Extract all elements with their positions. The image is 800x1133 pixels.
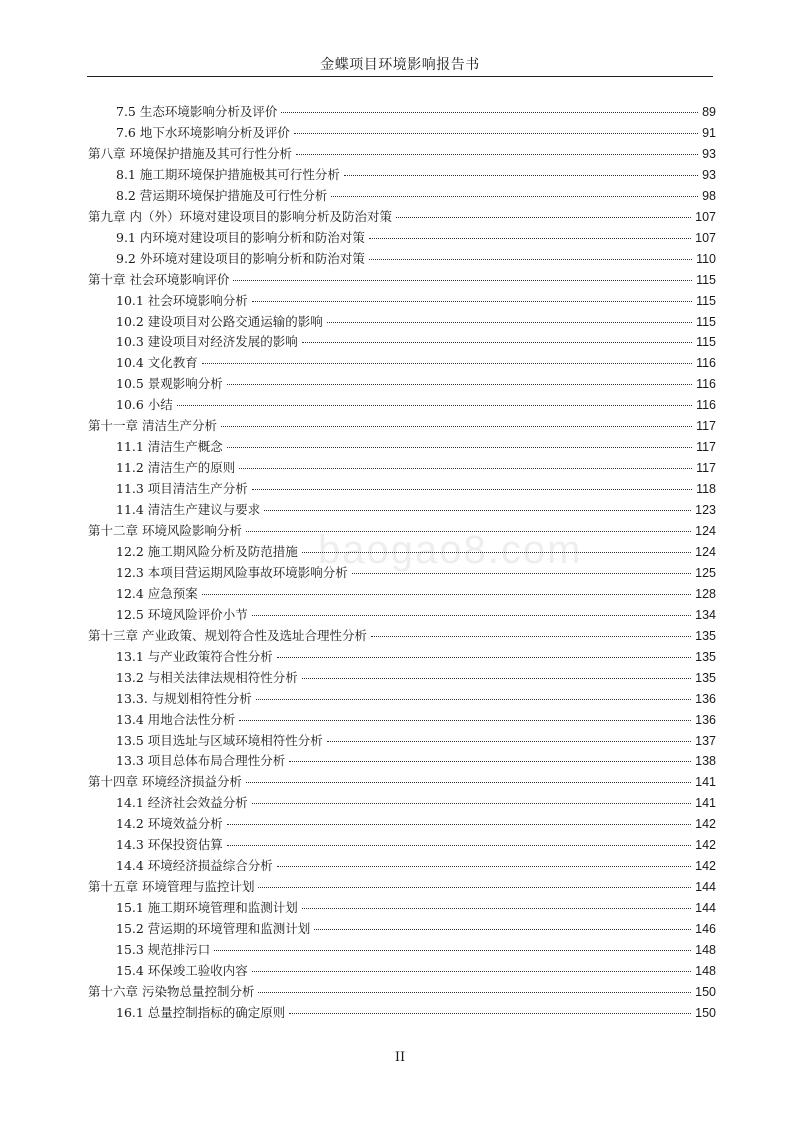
toc-entry-page-number: 89 — [702, 105, 716, 119]
toc-entry-label: 16.1 总量控制指标的确定原则 — [116, 1004, 286, 1020]
toc-entry-label: 第十五章 环境管理与监控计划 — [88, 879, 255, 895]
toc-entry-page-number: 117 — [696, 440, 716, 455]
toc-dot-leader — [202, 363, 692, 364]
toc-entry-page-number: 148 — [695, 963, 716, 978]
toc-entry-page-number: 98 — [702, 188, 716, 203]
toc-section-entry[interactable] — [116, 584, 716, 604]
toc-dot-leader — [177, 405, 692, 406]
toc-section-entry[interactable] — [116, 332, 716, 352]
toc-chapter-entry[interactable] — [88, 144, 716, 164]
toc-dot-leader — [233, 280, 692, 281]
toc-entry-page-number: 115 — [696, 293, 716, 308]
toc-entry-page-number: 142 — [695, 859, 716, 874]
toc-entry-page-number: 135 — [695, 649, 716, 664]
toc-section-entry[interactable] — [116, 898, 716, 918]
toc-entry-page-number: 118 — [696, 482, 716, 497]
toc-dot-leader — [277, 866, 691, 867]
toc-entry-label: 10.1 社会环境影响分析 — [116, 292, 248, 308]
toc-entry-page-number: 124 — [695, 524, 716, 538]
toc-entry-page-number: 125 — [695, 565, 716, 580]
toc-entry-label: 15.2 营运期的环境管理和监测计划 — [116, 921, 311, 937]
toc-entry-label: 13.1 与产业政策符合性分析 — [116, 648, 273, 664]
toc-section-entry[interactable] — [116, 228, 716, 248]
toc-section-entry[interactable] — [116, 186, 716, 206]
toc-dot-leader — [327, 322, 692, 323]
toc-dot-leader — [227, 845, 691, 846]
toc-entry-label: 第十三章 产业政策、规划符合性及选址合理性分析 — [88, 627, 367, 643]
toc-dot-leader — [331, 196, 698, 197]
toc-entry-label: 第十二章 环境风险影响分析 — [88, 523, 242, 538]
toc-dot-leader — [281, 112, 698, 113]
toc-entry-page-number: 128 — [695, 586, 716, 601]
toc-section-entry[interactable] — [116, 835, 716, 855]
toc-entry-label: 7.6 地下水环境影响分析及评价 — [116, 124, 290, 140]
toc-entry-label: 第十四章 环境经济损益分析 — [88, 774, 242, 790]
toc-entry-label: 12.2 施工期风险分析及防范措施 — [116, 543, 298, 559]
toc-dot-leader — [239, 720, 691, 721]
toc-dot-leader — [258, 992, 691, 993]
toc-section-entry[interactable] — [116, 710, 716, 730]
toc-entry-label: 15.3 规范排污口 — [116, 942, 211, 957]
toc-dot-leader — [294, 133, 698, 134]
toc-dot-leader — [302, 908, 691, 909]
toc-dot-leader — [369, 238, 691, 239]
toc-section-entry[interactable] — [116, 814, 716, 834]
toc-dot-leader — [252, 489, 692, 490]
toc-entry-page-number: 93 — [702, 146, 716, 161]
toc-entry-page-number: 107 — [695, 209, 716, 224]
toc-entry-label: 13.5 项目选址与区域环境相符性分析 — [116, 732, 323, 748]
toc-section-entry[interactable] — [116, 961, 716, 981]
toc-entry-label: 15.1 施工期环境管理和监测计划 — [116, 900, 298, 916]
toc-entry-label: 第十章 社会环境影响评价 — [88, 271, 230, 287]
toc-entry-page-number: 115 — [696, 335, 716, 350]
toc-entry-label: 12.5 环境风险评价小节 — [116, 606, 248, 622]
toc-entry-label: 9.1 内环境对建设项目的影响分析和防治对策 — [116, 229, 365, 245]
toc-entry-page-number: 134 — [695, 607, 716, 622]
toc-entry-label: 第十一章 清洁生产分析 — [88, 418, 217, 434]
toc-entry-page-number: 142 — [695, 817, 716, 832]
toc-entry-label: 第十六章 污染物总量控制分析 — [88, 983, 255, 999]
toc-dot-leader — [239, 468, 692, 469]
toc-entry-label: 10.6 小结 — [116, 397, 173, 413]
toc-section-entry[interactable] — [116, 605, 716, 625]
toc-entry-page-number: 137 — [695, 733, 716, 748]
toc-section-entry[interactable] — [116, 374, 716, 394]
toc-section-entry[interactable] — [116, 479, 716, 499]
toc-section-entry[interactable] — [116, 395, 716, 415]
toc-entry-page-number: 142 — [695, 838, 716, 853]
toc-entry-label: 8.1 施工期环境保护措施极其可行性分析 — [116, 166, 340, 182]
watermark: baogao8.com — [318, 528, 583, 572]
toc-dot-leader — [314, 929, 691, 930]
toc-section-entry[interactable] — [116, 731, 716, 751]
toc-entry-label: 13.4 用地合法性分析 — [116, 711, 236, 727]
toc-entry-page-number: 117 — [696, 461, 716, 476]
toc-dot-leader — [302, 678, 691, 679]
toc-entry-label: 14.1 经济社会效益分析 — [116, 795, 248, 811]
toc-dot-leader — [369, 259, 692, 260]
toc-dot-leader — [277, 657, 691, 658]
toc-entry-page-number: 150 — [695, 984, 716, 999]
toc-dot-leader — [252, 615, 691, 616]
toc-section-entry[interactable] — [116, 458, 716, 478]
toc-chapter-entry[interactable] — [88, 521, 716, 541]
toc-entry-label: 12.4 应急预案 — [116, 585, 198, 601]
toc-entry-page-number: 144 — [695, 880, 716, 895]
toc-section-entry[interactable] — [116, 1003, 716, 1023]
toc-entry-label: 15.4 环保竣工验收内容 — [116, 962, 248, 978]
toc-dot-leader — [227, 384, 692, 385]
toc-entry-label: 9.2 外环境对建设项目的影响分析和防治对策 — [116, 250, 365, 266]
toc-entry-page-number: 116 — [696, 356, 716, 371]
toc-entry-label: 第八章 环境保护措施及其可行性分析 — [88, 145, 292, 161]
toc-entry-page-number: 116 — [696, 377, 716, 392]
toc-dot-leader — [289, 761, 691, 762]
toc-section-entry[interactable] — [116, 249, 716, 269]
toc-dot-leader — [396, 217, 691, 218]
toc-entry-page-number: 141 — [695, 775, 716, 790]
toc-entry-page-number: 135 — [695, 628, 716, 643]
toc-section-entry[interactable] — [116, 668, 716, 688]
toc-dot-leader — [252, 301, 692, 302]
toc-section-entry[interactable] — [116, 940, 716, 960]
toc-chapter-entry[interactable] — [88, 877, 716, 897]
toc-section-entry[interactable] — [116, 563, 716, 583]
toc-section-entry[interactable] — [116, 500, 716, 520]
toc-section-entry[interactable] — [116, 291, 716, 311]
toc-section-entry[interactable] — [116, 751, 716, 771]
toc-dot-leader — [246, 531, 691, 532]
toc-dot-leader — [256, 699, 691, 700]
toc-section-entry[interactable] — [116, 353, 716, 373]
toc-dot-leader — [221, 426, 692, 427]
toc-entry-label: 14.4 环境经济损益综合分析 — [116, 858, 273, 874]
toc-entry-page-number: 115 — [696, 272, 716, 287]
toc-section-entry[interactable] — [116, 919, 716, 939]
toc-entry-page-number: 110 — [696, 251, 716, 266]
toc-section-entry[interactable] — [116, 123, 716, 143]
toc-entry-page-number: 144 — [695, 901, 716, 916]
toc-chapter-entry[interactable] — [88, 772, 716, 792]
toc-entry-page-number: 93 — [702, 167, 716, 182]
toc-entry-label: 10.5 景观影响分析 — [116, 376, 223, 392]
toc-chapter-entry[interactable] — [88, 416, 716, 436]
toc-dot-leader — [202, 594, 691, 595]
toc-dot-leader — [289, 1013, 691, 1014]
page-number: II — [394, 1050, 406, 1065]
toc-entry-label: 11.2 清洁生产的原则 — [116, 460, 236, 476]
toc-section-entry[interactable] — [116, 102, 716, 122]
toc-entry-label: 11.1 清洁生产概念 — [116, 439, 223, 455]
toc-entry-label: 11.4 清洁生产建议与要求 — [116, 502, 261, 518]
toc-entry-label: 8.2 营运期环境保护措施及可行性分析 — [116, 187, 328, 203]
toc-chapter-entry[interactable] — [88, 982, 716, 1002]
toc-dot-leader — [371, 636, 691, 637]
toc-entry-page-number: 115 — [696, 314, 716, 329]
toc-dot-leader — [264, 510, 691, 511]
toc-entry-page-number: 117 — [696, 419, 716, 434]
toc-entry-label: 11.3 项目清洁生产分析 — [116, 481, 248, 497]
toc-chapter-entry[interactable] — [88, 270, 716, 290]
toc-section-entry[interactable] — [116, 312, 716, 332]
toc-section-entry[interactable] — [116, 689, 716, 709]
toc-chapter-entry[interactable] — [88, 207, 716, 227]
toc-entry-page-number: 107 — [695, 230, 716, 245]
toc-dot-leader — [327, 741, 691, 742]
toc-entry-page-number: 141 — [695, 796, 716, 811]
toc-entry-label: 14.2 环境效益分析 — [116, 816, 223, 832]
toc-dot-leader — [252, 803, 691, 804]
toc-entry-page-number: 146 — [695, 922, 716, 937]
toc-entry-page-number: 136 — [695, 691, 716, 706]
toc-entry-label: 13.3. 与规划相符性分析 — [116, 690, 252, 706]
toc-entry-label: 7.5 生态环境影响分析及评价 — [116, 104, 278, 119]
toc-dot-leader — [302, 552, 691, 553]
toc-dot-leader — [252, 971, 691, 972]
toc-entry-page-number: 135 — [695, 670, 716, 685]
toc-section-entry[interactable] — [116, 793, 716, 813]
toc-section-entry[interactable] — [116, 437, 716, 457]
toc-entry-page-number: 138 — [695, 754, 716, 769]
toc-dot-leader — [352, 573, 691, 574]
toc-entry-label: 13.3 项目总体布局合理性分析 — [116, 753, 286, 769]
document-header-title: 金蝶项目环境影响报告书 — [320, 57, 480, 73]
toc-entry-page-number: 148 — [695, 943, 716, 957]
toc-entry-label: 14.3 环保投资估算 — [116, 837, 223, 853]
toc-dot-leader — [296, 154, 698, 155]
toc-entry-page-number: 124 — [695, 544, 716, 559]
toc-dot-leader — [258, 887, 691, 888]
header-divider — [87, 76, 713, 77]
toc-entry-label: 10.4 文化教育 — [116, 355, 198, 371]
toc-entry-label: 12.3 本项目营运期风险事故环境影响分析 — [116, 564, 348, 580]
toc-entry-page-number: 136 — [695, 712, 716, 727]
toc-dot-leader — [214, 950, 691, 951]
toc-entry-page-number: 123 — [695, 503, 716, 518]
toc-entry-label: 10.2 建设项目对公路交通运输的影响 — [116, 313, 323, 329]
toc-section-entry[interactable] — [116, 165, 716, 185]
toc-dot-leader — [227, 447, 692, 448]
toc-entry-page-number: 150 — [695, 1005, 716, 1020]
toc-entry-label: 13.2 与相关法律法规相符性分析 — [116, 669, 298, 685]
toc-section-entry[interactable] — [116, 856, 716, 876]
toc-dot-leader — [302, 342, 692, 343]
toc-chapter-entry[interactable] — [88, 626, 716, 646]
toc-entry-label: 第九章 内（外）环境对建设项目的影响分析及防治对策 — [88, 208, 392, 224]
toc-dot-leader — [246, 782, 691, 783]
toc-entry-page-number: 116 — [696, 398, 716, 413]
toc-entry-page-number: 91 — [702, 125, 716, 140]
toc-section-entry[interactable] — [116, 647, 716, 667]
toc-dot-leader — [344, 175, 698, 176]
toc-section-entry[interactable] — [116, 542, 716, 562]
toc-dot-leader — [227, 824, 691, 825]
toc-entry-label: 10.3 建设项目对经济发展的影响 — [116, 334, 298, 350]
